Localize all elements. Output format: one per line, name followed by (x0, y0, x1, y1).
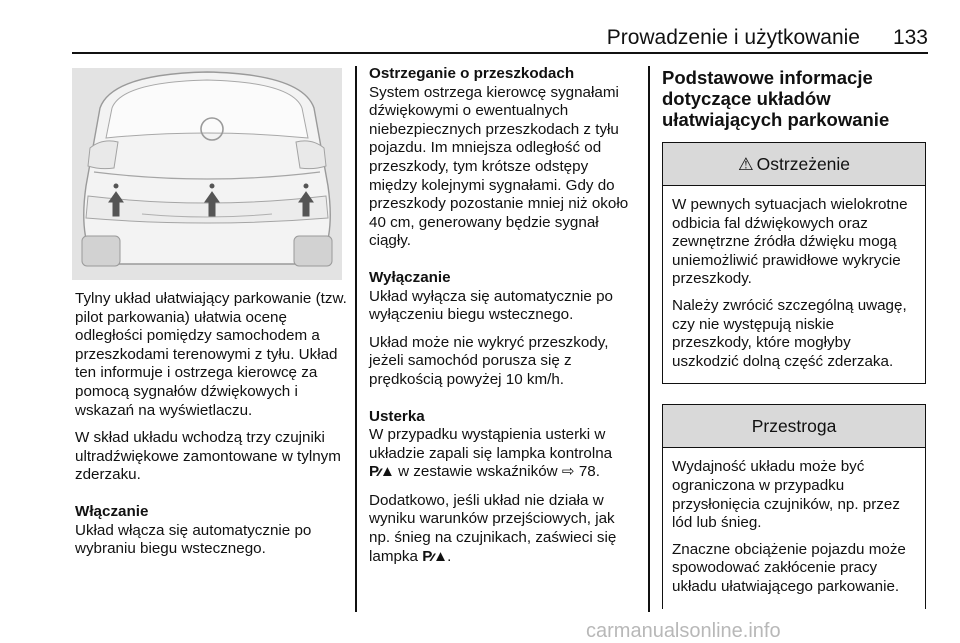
activation-paragraph: Układ włącza się automatycznie po wybraniu biegu wstecznego. (75, 521, 312, 558)
car-rear-sensor-illustration (72, 68, 342, 280)
warning-box-header (663, 143, 925, 186)
deactivation-paragraph: Układ wyłącza się automatycznie po wyłączeniu biegu wstecznego. (369, 287, 613, 324)
page-reference-icon: ⇨ (561, 463, 575, 481)
column-right (662, 67, 926, 629)
parking-assist-icon: P⁄⁄▲ (369, 463, 394, 481)
page-number: 133 (892, 26, 928, 49)
caution-box-title: Przestroga (751, 416, 837, 437)
caution-paragraph-2: Znaczne obciążenie pojazdu może spowodować zakłócenie pracy układu ułatwiającego parkowanie. (672, 540, 906, 595)
page-reference: 78. (578, 463, 600, 481)
header-rule (72, 52, 928, 54)
warning-paragraph-2: Należy zwrócić szczególną uwagę, czy nie występują niskie przeszkody, które mogłyby uszkodzić dolną część zderzaka. (672, 296, 907, 370)
transient-fault-text: Dodatkowo, jeśli układ nie działa w wyniku warunków przejściowych, jak np. śnieg na czujnikach, zaświeci się lampka (369, 491, 617, 565)
sensors-paragraph: W skład układu wchodzą trzy czujniki ultradźwiękowe zamontowane w tylnym zderzaku. (75, 429, 341, 484)
parking-info-heading: Podstawowe informacje dotyczące układów ułatwiających parkowanie (662, 67, 890, 130)
column-middle (369, 65, 639, 576)
watermark: carmanualsonline.info (586, 620, 781, 642)
page-header-title: Prowadzenie i użytkowanie (606, 26, 860, 49)
parking-assist-icon: P⁄⁄▲ (422, 547, 448, 565)
caution-box-header (663, 405, 925, 448)
column-left (75, 290, 347, 568)
warning-triangle-icon: ⚠ (737, 153, 754, 174)
obstacle-warning-paragraph: System ostrzega kierowcę sygnałami dźwiękowymi o ewentualnych niebezpiecznych przeszkodach z tyłu pojazdu. Im mniejsza odległość od przeszkody, tym krótsze odstępy między kolejnymi sygnałami. Gdy do przeszkody pozostanie mniej niż około 40 cm, generowany będzie sygnał ciągły. (369, 83, 629, 250)
obstacle-warning-heading: Ostrzeganie o przeszkodach (369, 65, 575, 82)
caution-box-body (663, 448, 925, 608)
deactivation-heading: Wyłączanie (369, 268, 451, 286)
fault-paragraph (369, 426, 639, 483)
column-divider-right (648, 66, 650, 612)
intro-paragraph: Tylny układ ułatwiający parkowanie (tzw. pilot parkowania) ułatwia ocenę odległości pomiędzy samochodem a przeszkodami terenowymi z tyłu. Układ ten informuje i ostrzega kierowcę za pomocą sygnałów dźwiękowych i wskazań na wyświetlaczu. (75, 290, 347, 419)
column-divider-left (355, 66, 357, 612)
fault-text-a: W przypadku wystąpienia usterki w układzie zapali się lampka kontrolna (369, 426, 613, 462)
caution-paragraph-1: Wydajność układu może być ograniczona w przypadku przysłonięcia czujników, np. przez lód lub śnieg. (672, 458, 900, 532)
fault-text-b: w zestawie wskaźników (398, 463, 558, 481)
car-rear-drawing (72, 68, 342, 280)
warning-box (662, 142, 926, 384)
warning-box-body (663, 186, 925, 383)
warning-box-title: Ostrzeżenie (756, 153, 851, 174)
caution-box (662, 404, 926, 608)
fault-heading: Usterka (369, 407, 425, 425)
activation-heading: Włączanie (75, 502, 149, 520)
transient-fault-paragraph: Dodatkowo, jeśli układ nie działa w wyniku warunków przejściowych, jak np. śnieg na czujnikach, zaświeci się lampka P⁄⁄▲. (369, 491, 617, 565)
speed-limit-paragraph: Układ może nie wykryć przeszkody, jeżeli samochód porusza się z prędkością powyżej 10 km/h. (369, 333, 609, 388)
warning-paragraph-1: W pewnych sytuacjach wielokrotne odbicia fal dźwiękowych oraz zewnętrzne źródła dźwięku mogą uniemożliwić prawidłowe wykrycie przeszkody. (672, 196, 908, 288)
